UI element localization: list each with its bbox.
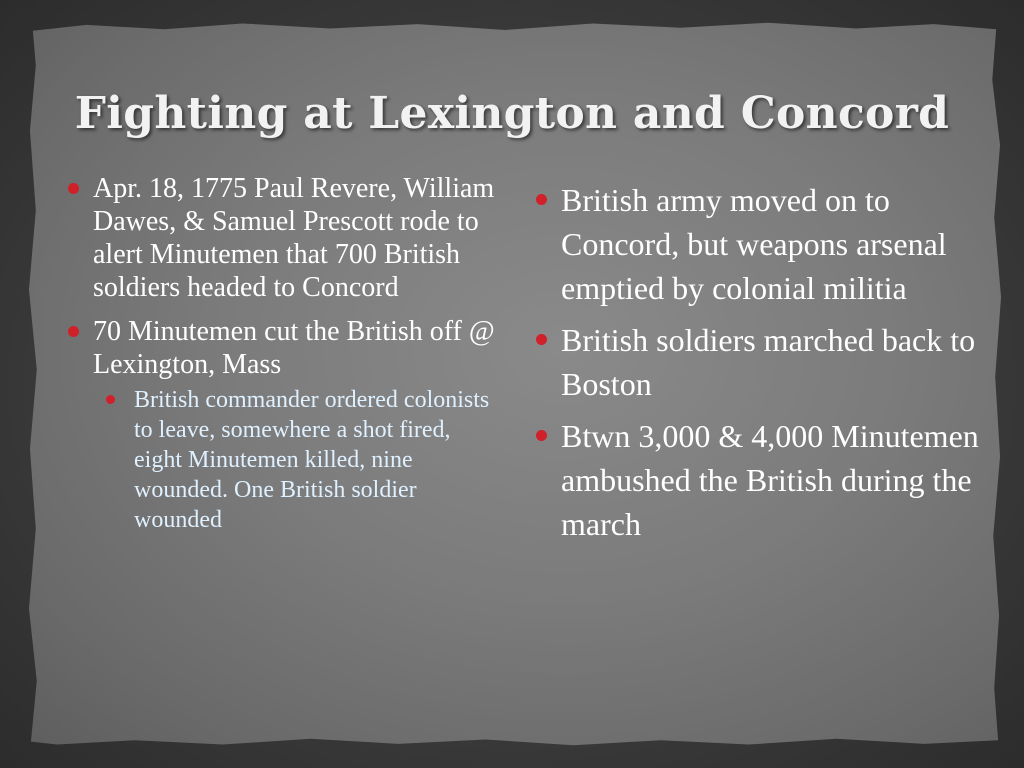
- sub-bullet-list: [62, 385, 502, 535]
- left-bullet-list: [62, 172, 502, 535]
- list-item: [530, 178, 980, 310]
- slide-title: Fighting at Lexington and Concord: [74, 88, 950, 139]
- bullet-icon: [536, 194, 547, 205]
- bullet-text: British army moved on to Concord, but weapons arsenal emptied by colonial militia: [561, 182, 947, 306]
- left-column: [62, 172, 502, 546]
- bullet-icon: [68, 326, 79, 337]
- right-column: [530, 178, 980, 554]
- bullet-icon: [536, 334, 547, 345]
- bullet-text: 70 Minutemen cut the British off @ Lexington, Mass: [93, 316, 495, 380]
- list-item: [530, 414, 980, 546]
- list-item: [530, 318, 980, 406]
- right-bullet-list: [530, 178, 980, 546]
- bullet-icon: [536, 430, 547, 441]
- sub-list-item: [62, 385, 502, 535]
- bullet-icon: [68, 183, 79, 194]
- sub-bullet-icon: [106, 395, 115, 404]
- sub-bullet-text: British commander ordered colonists to leave, somewhere a shot fired, eight Minutemen killed, nine wounded. One British soldier wounded: [134, 387, 490, 533]
- list-item: [62, 315, 502, 535]
- list-item: [62, 172, 502, 304]
- bullet-text: Btwn 3,000 & 4,000 Minutemen ambushed the British during the march: [561, 418, 979, 542]
- bullet-text: British soldiers marched back to Boston: [561, 322, 976, 402]
- bullet-text: Apr. 18, 1775 Paul Revere, William Dawes, & Samuel Prescott rode to alert Minutemen that 700 British soldiers headed to Concord: [93, 173, 495, 303]
